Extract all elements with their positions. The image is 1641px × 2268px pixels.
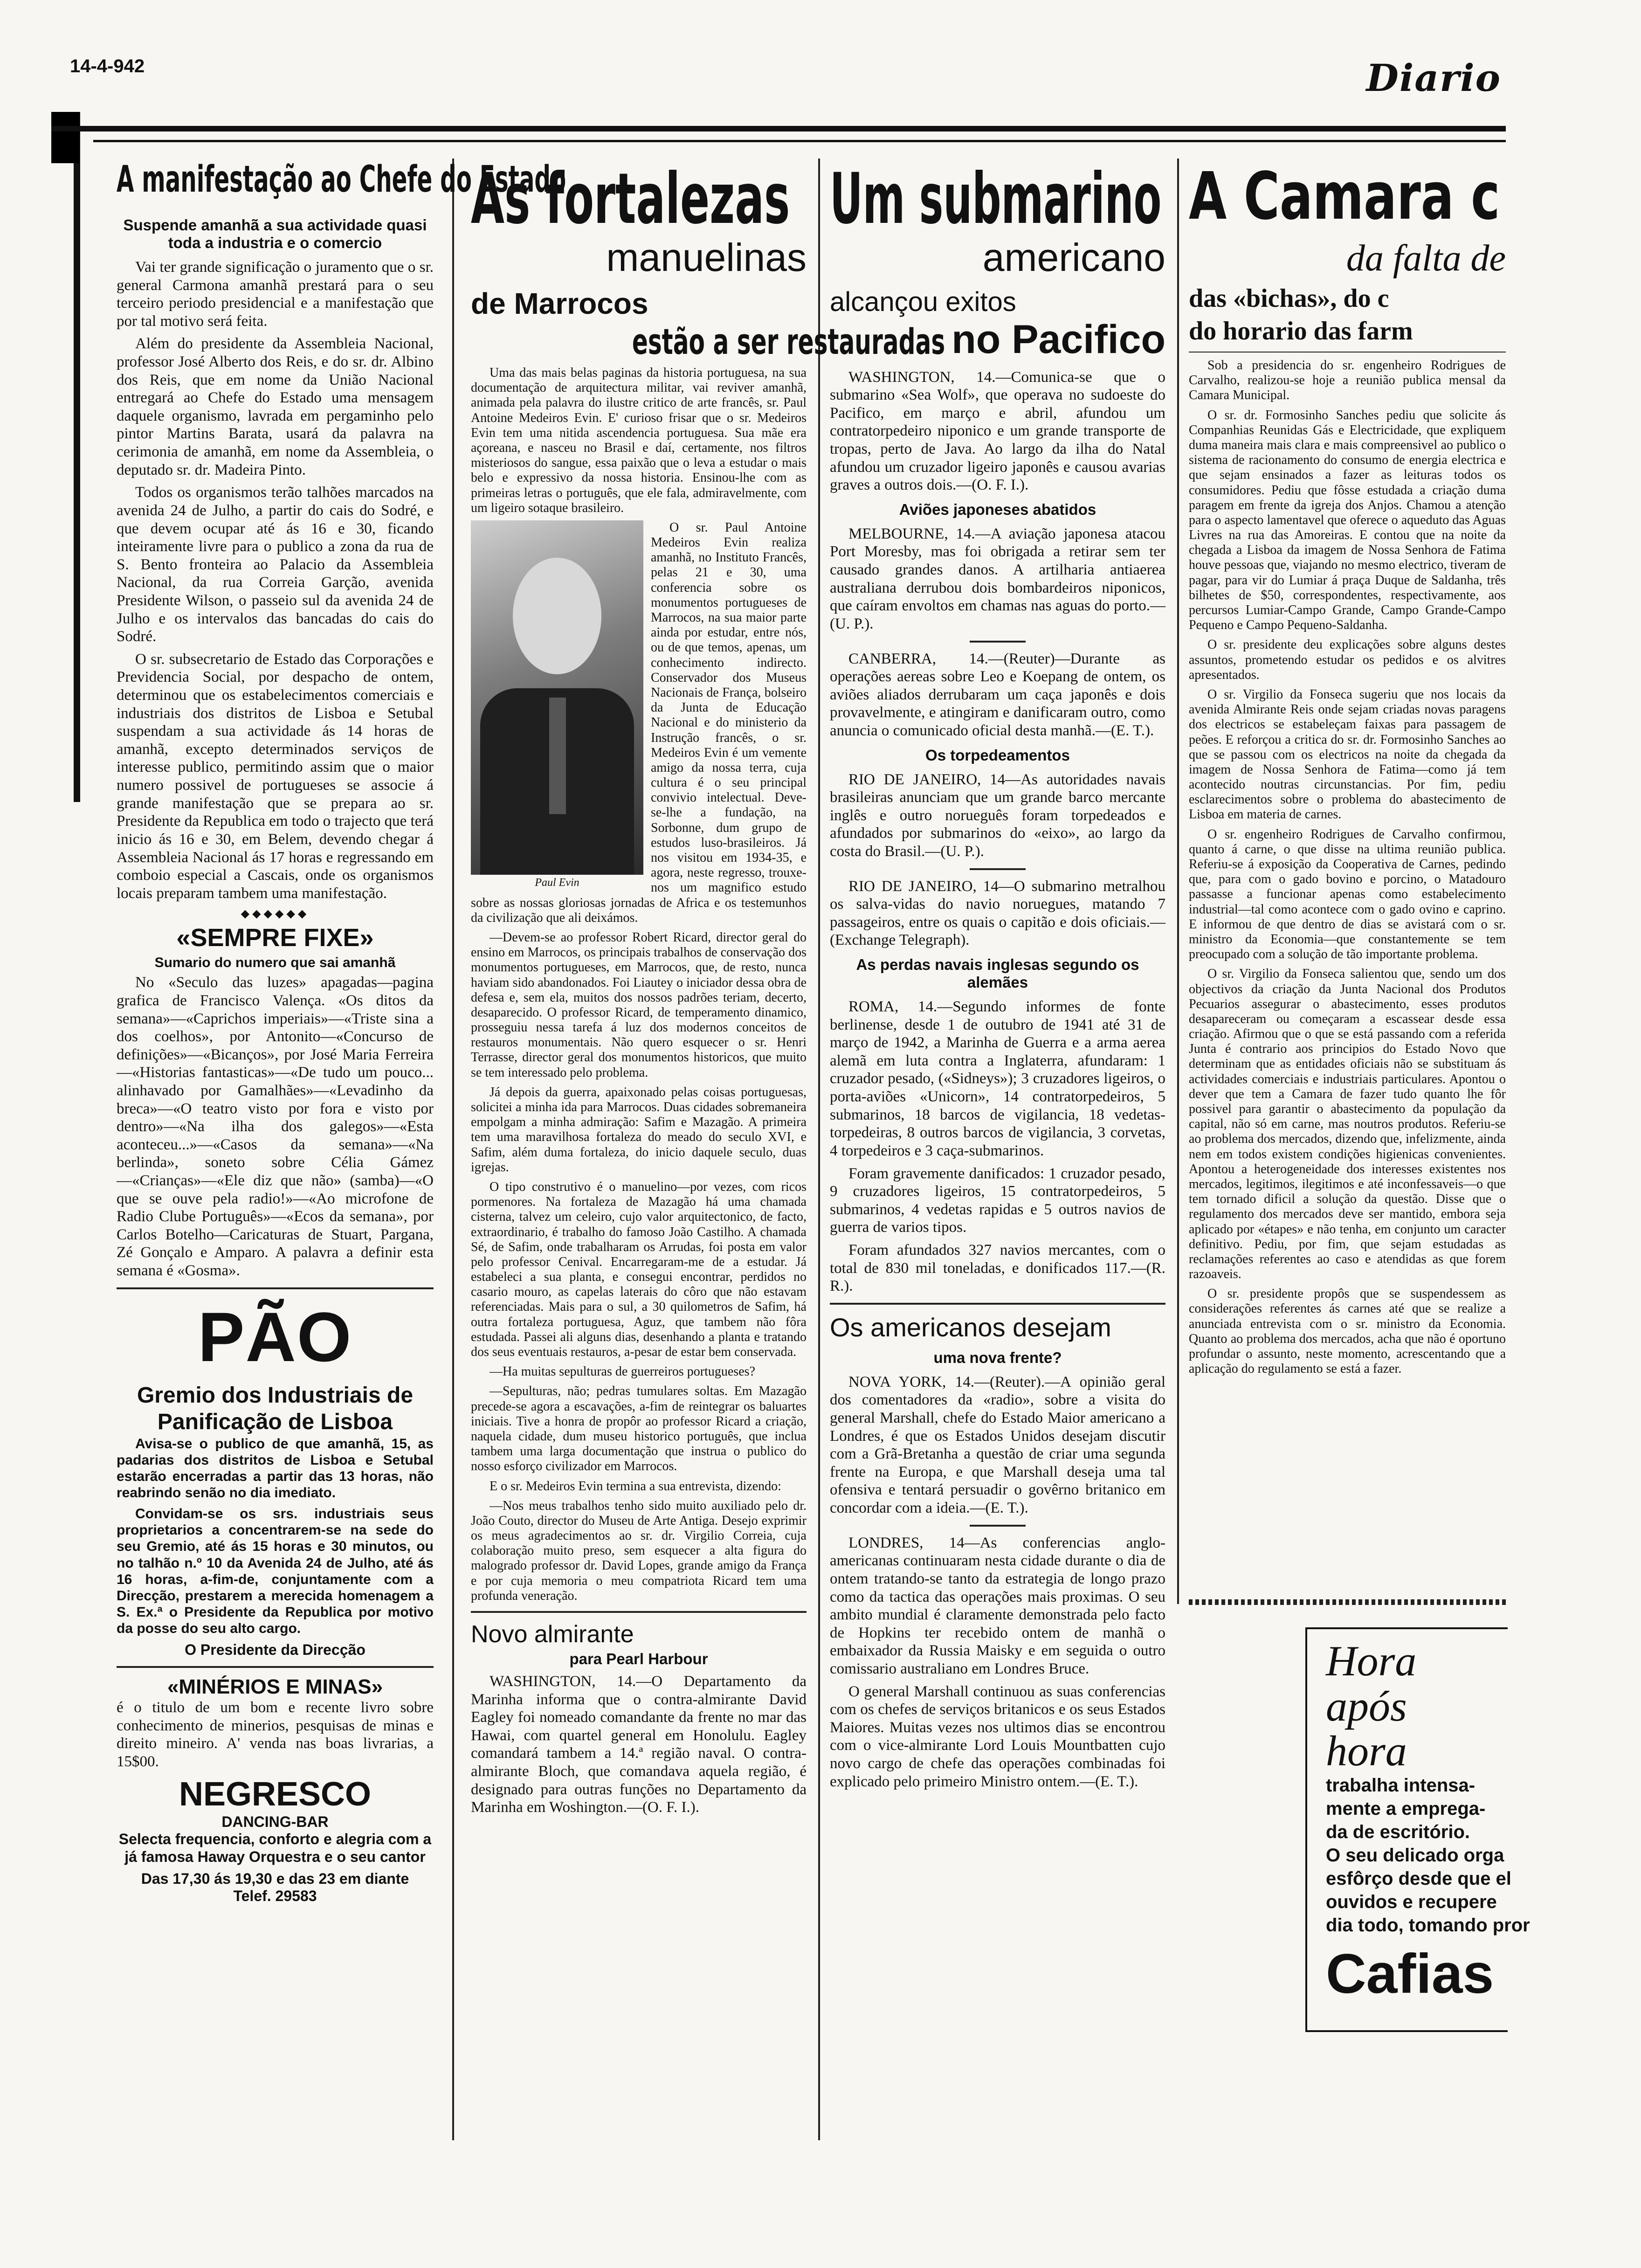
paragraph: E o sr. Medeiros Evin termina a sua entrevista, dizendo:: [490, 1479, 781, 1494]
deck-horario: do horario das farm: [1189, 317, 1413, 346]
portrait-face: [513, 558, 601, 674]
pao-title: PÃO: [198, 1297, 352, 1376]
paragraph: Vai ter grande significação o juramento que o sr. general Carmona amanhã prestará para o seu terceiro periodo presidencial e a manifestação que por tal motivo será feita.: [117, 259, 434, 330]
americanos-headline: Os americanos desejam: [830, 1312, 1111, 1342]
ad-script-line: após: [1326, 1682, 1407, 1730]
ad-text-line: trabalha intensa-: [1326, 1775, 1476, 1796]
cafias-advertisement: [1305, 1627, 1530, 2032]
negresco-title: NEGRESCO: [179, 1776, 372, 1813]
deck-pacifico: no Pacifico: [952, 317, 1165, 362]
paragraph: RIO DE JANEIRO, 14—O submarino metralhou os salva-vidas do navio noruegues, matando 7 passageiros, entre os quais o capitão e dois oficiais.—(Exchange Telegraph).: [830, 878, 1165, 949]
paragraph: O tipo construtivo é o manuelino—por vezes, com ricos pormenores. Na fortaleza de Mazagão há uma chamada cisterna, talvez um celeiro, cujo valor arquitectonico, de facto, extraordinario, é trabalho do famoso João Castilho. A chamada Sé, de Safim, onde trabalharam os Arrudas, foi posta em valor pelo professor Cenival. Encarregaram-me de a estudar. Já estabeleci a sua planta, e consegui encontrar, perdidos no casario mouro, as capelas laterais do côro que não estavam referenciadas. Mais para o sul, a 30 quilometros de Safim, há outra fortaleza portuguesa, Aguz, que tambem não fôra estudada. Passei ali alguns dias, desenhando a planta e tratando dos seus eventuais restauros, a-pesar de estar bem conservada.: [471, 1179, 807, 1359]
column-rule: [818, 159, 820, 2140]
portrait-photo: [471, 520, 643, 875]
section-subhead: As perdas navais inglesas segundo os alemães: [856, 956, 1139, 991]
deck-bichas: das «bichas», do c: [1189, 284, 1389, 313]
paragraph: RIO DE JANEIRO, 14—As autoridades navais brasileiras anunciam que um grande barco mercante inglês e outro norueguês foram torpedeados e afundados por submarinos do «eixo», ao largo da costa do Brasil.—(U. P.).: [830, 771, 1165, 860]
top-rule-thin: [93, 140, 1506, 142]
paragraph: O general Marshall continuou as suas conferencias com os chefes de serviços britanicos e os seus Estados Maiores. Muitas vezes nos ultimos dias se encontrou com o vice-almirante Lord Louis Mountbatten cujo novo cargo de chefe das operações combinadas foi explicado pelo primeiro Ministro ontem.—(E. T.).: [830, 1683, 1165, 1790]
paragraph: Foram afundados 327 navios mercantes, com o total de 830 mil toneladas, e donificados 117.—(R. R.).: [830, 1241, 1165, 1295]
section-subhead: Os torpedeamentos: [925, 746, 1070, 764]
deck-restauradas: estão a ser restauradas: [632, 321, 945, 362]
column-rule: [452, 159, 454, 2140]
issue-date: 14-4-942: [70, 56, 145, 76]
ad-text-line: mente a emprega-: [1326, 1798, 1486, 1819]
deck-americano: americano: [982, 235, 1165, 279]
pao-notice: Avisa-se o publico de que amanhã, 15, as padarias dos distritos de Lisboa e Setubal estarão encerradas a partir das 13 horas, não reabrindo senão no dia imediato.: [117, 1436, 434, 1501]
headline-manifestacao: A manifestação ao Chefe do Estado: [117, 159, 566, 201]
paragraph: O sr. Virgilio da Fonseca sugeriu que nos locais da avenida Almirante Reis onde sejam criadas novas paragens dos electricos se estabeleçam faixas para passagem de peões. E reforçou a critica do sr. dr. Formosinho Sanches ao que se passou com os electricos na noite da chegada da imagem de Nossa Senhora de Fatima—como já tem acontecido noutras circunstancias. Por fim, pediu esclarecimentos sobre o problema do abastecimento de Lisboa em materia de carnes.: [1189, 687, 1506, 822]
almirante-headline: Novo almirante: [471, 1621, 634, 1648]
column-3: [830, 159, 1165, 2164]
dot-separator: ◆◆◆◆◆◆: [241, 908, 310, 920]
americanos-subhead: uma nova frente?: [933, 1348, 1062, 1366]
negresco-subtitle: DANCING-BAR: [221, 1813, 329, 1831]
ad-brand: Cafias: [1326, 1942, 1494, 2005]
top-rule: [51, 126, 1506, 131]
paragraph: O sr. presidente propôs que se suspendessem as considerações referentes ás carnes até que se realize a anunciada entrevista com o sr. ministro da Economia. Quanto ao problema dos mercados, acha que não é oportuno profundar o assunto, neste momento, acrescentando que a aplicação do regulamento se está a fazer.: [1189, 1286, 1506, 1376]
paragraph: O sr. engenheiro Rodrigues de Carvalho confirmou, quanto á carne, o que disse na ultima reunião publica. Referiu-se á exposição da Cooperativa de Carnes, pedindo que, para com o gado bovino e porcino, o Matadouro passasse a funcionar apenas como estabelecimento industrial—tal como acontece com o gado ovino e caprino. E informou de que dentro de dias se avistará com o sr. ministro da Economia—que constantemente se tem preocupado com a solução de tão importante problema.: [1189, 827, 1506, 962]
ad-text-line: esfôrço desde que el: [1326, 1868, 1511, 1889]
paragraph: O sr. subsecretario de Estado das Corporações e Previdencia Social, por despacho de ontem, determinou que os estabelecimentos comerciais e industriais dos distritos de Lisboa e Setubal suspendam a sua actividade ás 14 horas de amanhã, excepto determinados serviços de interesse publico, permitindo assim que o maior numero possivel de portugueses se associe á grande manifestação que se prepara ao sr. Presidente da Republica em todo o trajecto que terá inicio ás 16 e 30, em Belem, devendo chegar á Assembleia Nacional ás 17 horas e regressando em comboio especial a Cascais, onde os organismos locais preparam tambem uma manifestação.: [117, 650, 434, 902]
column-4: [1189, 159, 1506, 1651]
side-bar: [74, 112, 80, 802]
masthead: Diario: [1366, 56, 1501, 100]
negresco-telephone: Telef. 29583: [233, 1888, 317, 1905]
paragraph: —Sepulturas, não; pedras tumulares soltas. Em Mazagão precede-se agora a escavações, a-fim de reintegrar os baluartes iniciais. Tive a honra de propôr ao professor Ricard a criação, naquela cidade, dum museu historico português, que inclua tambem uma larga documentação que instrua o publico do nosso esforço civilizador em Marrocos.: [471, 1384, 807, 1474]
photo-caption: Paul Evin: [535, 876, 579, 889]
portrait-tie: [549, 698, 566, 814]
paragraph: O sr. presidente deu explicações sobre alguns destes assuntos, prometendo estudar os pedidos e os alvitres apresentados.: [1189, 637, 1506, 682]
almirante-subhead: para Pearl Harbour: [569, 1650, 708, 1667]
paragraph: LONDRES, 14—As conferencias anglo-americanas continuaram nesta cidade durante o dia de ontem tratando-se tanto da estrategia de longo prazo como da tactica das operações mais proximas. O seu ambito mundial é claramente demonstrada pelo facto de Hopkins ter recebido ontem de manhã o embaixador da Russia Maisky e em seguida o outro comissario australiano em Londres Bruce.: [830, 1534, 1165, 1677]
sempre-fixe-body: No «Seculo das luzes» apagadas—pagina grafica de Francisco Valença. «Os ditos da semana»—«Caprichos imperiais»—«Triste sina a dos coelhos», por Antonito—«Concurso de definições»—«Bicanços», por José Maria Ferreira—«Historias fantasticas»—«De tudo um pouco... alinhavado por Gamalhães»—«Levadinho da breca»—«O teatro visto por fora e visto por dentro»—«Na ilha dos galegos»—«Esta aconteceu...»—«Casos da semana»—«Na berlinda», soneto sobre Célia Gámez—«Crianças»—«Ele diz que não» (samba)—«O que se ouve pela radio!»—«Ao microfone de Radio Clube Português»—«Ecos da semana», por Carlos Botelho—Caricaturas de Stuart, Pargana, Zé Gonçalo e Amparo. A palavra a definir esta semana é «Gosma».: [117, 974, 434, 1279]
paragraph: WASHINGTON, 14.—Comunica-se que o submarino «Sea Wolf», que operava no sudoeste do Pacifico, em março e abril, afundou um contratorpedeiro niponico e um grande transporte de tropas, perto de Java. Ao largo da ilha do Natal afundou um cruzador ligeiro japonês e causou avarias graves a outros dois.—(O. F. I.).: [830, 368, 1165, 494]
deck-falta: da falta de: [1346, 238, 1506, 279]
paragraph: —Ha muitas sepulturas de guerreiros portugueses?: [490, 1364, 755, 1379]
headline-submarino: Um submarino: [830, 159, 1162, 240]
deck-manuelinas: manuelinas: [606, 235, 807, 279]
deck-marrocos: de Marrocos: [471, 287, 648, 320]
paragraph: NOVA YORK, 14.—(Reuter).—A opinião geral dos comentadores da «radio», sobre a visita do general Marshall, chefe do Estado Maior americano a Londres, é que os Estados Unidos desejam discutir com a Grã-Bretanha a questão de criar uma segunda frente na Europa, e que Marshall deseja uma tal ofensiva e tentará persuadir o govêrno britanico em concordar com a ideia.—(E. T.).: [830, 1373, 1165, 1517]
minerios-title: «MINÉRIOS E MINAS»: [167, 1675, 383, 1698]
paragraph: O sr. dr. Formosinho Sanches pediu que solicite ás Companhias Reunidas Gás e Electricidade, que expliquem duma maneira mais clara e mais compreensivel ao publico o sistema de racionamento do consumo de energia electrica e que sejam ensinados a fazer as leituras todos os consumidores. Pediu que fôsse estudada a criação duma paragem em frente da igreja dos Anjos. Chamou a atenção para o aspecto lamentavel que oferece o aqueduto das Aguas Livres na rua das Amoreiras. E contou que na noite da chegada a Lisboa da imagem de Nossa Senhora de Fatima houve pessoas que, viajando no mesmo electrico, tiveram de pagar, para vir do Lumiar á praça Duque de Saldanha, três bilhetes de $50, correspondentes, respectivamente, aos percursos Lumiar-Campo Grande, Campo Grande-Campo Pequeno e Campo Pequeno-Saldanha.: [1189, 408, 1506, 633]
short-divider: [970, 868, 1026, 870]
deck-exitos: alcançou exitos: [830, 287, 1016, 317]
ad-script-line: hora: [1326, 1727, 1407, 1775]
paragraph: Sob a presidencia do sr. engenheiro Rodrigues de Carvalho, realizou-se hoje a reunião publica mensal da Camara Municipal.: [1189, 358, 1506, 403]
paragraph: Já depois da guerra, apaixonado pelas coisas portuguesas, solicitei a minha ida para Marrocos. Duas cidades sobremaneira empolgam a minha admiração: Safim e Mazagão. A primeira tem uma maravilhosa fortaleza do meado do seculo XVI, e Safim, além duma fortaleza, do inicio daquele seculo, duas igrejas.: [471, 1085, 807, 1175]
divider: [471, 1611, 807, 1613]
negresco-hours: Das 17,30 ás 19,30 e das 23 em diante: [141, 1870, 409, 1888]
deck-underline: [1189, 352, 1506, 353]
paragraph: Uma das mais belas paginas da historia portuguesa, na sua documentação de arquitectura militar, vai reviver amanhã, animada pela palavra do ilustre critico de arte francês, sr. Paul Antoine Medeiros Evin. E' curioso frisar que o sr. Medeiros Evin tem uma nitida ascendencia portuguesa. Sua mãe era açoreana, e nasceu no Brasil e daí, certamente, nos filtros misteriosos do sangue, essa paixão que o leva a estudar o mais belo e expressivo da nossa historia. Ensinou-lhe com as primeiras letras o português, que ele fala, admiravelmente, com um ligeiro sotaque brasileiro.: [471, 366, 807, 515]
headline-camara: A Camara c: [1189, 159, 1500, 235]
divider: [117, 1666, 434, 1668]
subhead-manifestacao: Suspende amanhã a sua actividade quasi toda a industria e o comercio: [123, 216, 427, 251]
ad-text-line: O seu delicado orga: [1326, 1845, 1504, 1866]
pao-signature: O Presidente da Direcção: [185, 1641, 365, 1658]
paragraph: O sr. Virgilio da Fonseca salientou que, sendo um dos objectivos da criação da Junta Nacional dos Produtos Pecuarios assegurar o abastecimento, esses produtos desapareceram ou começaram a escassear desde essa criação. Afirmou que o que se está passando com a referida Junta é contrario aos principios do Estado Novo que determinam que as entidades oficiais não se substituam ás actividades comerciais e industriais particulares. Apontou o dever que tem a Camara de fazer tudo quanto lhe fôr possivel para garantir o abastecimento da população da capital, não só em carne, mas noutros produtos. Referiu-se ao problema dos mercados, dizendo que, infelizmente, ainda nem em todos existem condições higienicas convenientes. Apontou a heterogeneidade dos interesses existentes nos mercados, legitimos, ilegitimos e até inconfessaveis—o que tem tornado dificil a solução da questão. Disse que o regulamento dos mercados deve ser mantido, embora seja aplicado por «étapes» e não tenha, em conjunto um caracter definitivo. Pediu, por fim, que sejam estudadas as reclamações referentes ao caso e atendidas as que forem razoaveis.: [1189, 967, 1506, 1282]
paragraph: ROMA, 14.—Segundo informes de fonte berlinense, desde 1 de outubro de 1941 até 31 de março de 1942, a Marinha de Guerra e a arma aerea alemã em luta contra a Inglaterra, afundaram: 1 cruzador pesado, («Sidneys»); 3 cruzadores ligeiros, o porta-aviões «Unicorn», 14 contratorpedeiros, 5 submarinos, 18 barcos de vigilancia, 18 vedetas-torpedeiras, 8 outros barcos de vigilancia, 3 corvetas, 4 torpedeiros e 3 caça-submarinos.: [830, 998, 1165, 1159]
ad-text-line: ouvidos e recupere: [1326, 1891, 1497, 1912]
almirante-body: WASHINGTON, 14.—O Departamento da Marinha informa que o contra-almirante David Eagley foi nomeado comandante da frente no mar das Hawai, com quartel general em Honolulu. Eagley comandará tambem a 14.ª região naval. O contra-almirante Bloch, que comandava aquela região, é designado para outras funções no Departamento da Marinha em Woshington.—(O. F. I.).: [471, 1673, 807, 1816]
sempre-fixe-title: «SEMPRE FIXE»: [176, 924, 374, 952]
short-divider: [970, 1525, 1026, 1527]
sempre-fixe-subtitle: Sumario do numero que sai amanhã: [154, 955, 396, 971]
side-bar-block: [51, 112, 79, 163]
paragraph: CANBERRA, 14.—(Reuter)—Durante as operações aereas sobre Leo e Koepang de ontem, os aviões aliados derrubaram um caça japonês e dois provavelmente, e atingiram e danificaram outro, como anuncia o comunicado oficial desta manhã.—(E. T.).: [830, 650, 1165, 739]
pao-notice: Convidam-se os srs. industriais seus proprietarios a concentrarem-se na sede do seu Gremio, até ás 15 horas e 30 minutos, ou no talhão n.º 10 da Avenida 24 de Julho, até ás 16 horas, a-fim-de, conjuntamente com a Direcção, prestarem a merecida homenagem a S. Ex.ª o Presidente da Republica por motivo da posse do seu alto cargo.: [117, 1506, 434, 1636]
paragraph: Foram gravemente danificados: 1 cruzador pesado, 9 cruzadores ligeiros, 15 contratorpedeiros, 5 submarinos, 4 vedetas rapidas e 5 outros navios de guerra de varios tipos.: [830, 1165, 1165, 1236]
negresco-body: Selecta frequencia, conforto e alegria com a já famosa Haway Orquestra e o seu cantor: [118, 1831, 432, 1865]
headline-fortalezas: As fortalezas: [471, 159, 790, 240]
paragraph: —Nos meus trabalhos tenho sido muito auxiliado pelo dr. João Couto, director do Museu de Arte Antiga. Desejo exprimir os meus agradecimentos ao sr. dr. Virgilio Correia, cuja colaboração muito preso, sem esquecer a alta figura do malogrado professor dr. David Lopes, grande amigo da França e por cuja memoria o meu compatriota Ricard tem uma profunda veneração.: [471, 1498, 807, 1603]
column-rule: [1177, 159, 1179, 1604]
minerios-body: é o titulo de um bom e recente livro sobre conhecimento de minerios, pesquisas de minas e direito mineiro. A' venda nas boas livrarias, a 15$00.: [117, 1699, 434, 1770]
ad-script-line: Hora: [1326, 1637, 1417, 1685]
paragraph: —Devem-se ao professor Robert Ricard, director geral do ensino em Marrocos, os principais trabalhos de conservação dos monumentos portugueses, em Marrocos, que, de resto, nunca haviam sido abandonados. Foi Liautey o iniciador dessa obra de defesa e, sem ela, muitos dos nossos padrões teriam, decerto, desaparecido. O professor Ricard, de temperamento dinamico, prosseguiu nessa tarefa á luz dos modernos conceitos de restauros monumentais. Não quero esquecer o sr. Henri Terrasse, director geral dos monumentos historicos, que muito se tem interessado pelo problema.: [471, 930, 807, 1080]
divider: [117, 1287, 434, 1289]
short-divider: [970, 641, 1026, 643]
section-subhead: Aviões japoneses abatidos: [899, 500, 1096, 518]
paragraph: Todos os organismos terão talhões marcados na avenida 24 de Julho, a partir do cais do Sodré, e que devem ocupar até ás 16 e 30, ficando inteiramente livre para o publico a zona da rua de S. Bento fronteira ao Palacio da Assembleia Nacional, da rua Correia Garção, avenida Presidente Wilson, o passeio sul da avenida 24 de Julho e os intervalos das bancadas do cais do Sodré.: [117, 484, 434, 645]
ad-text-line: da de escritório.: [1326, 1821, 1470, 1842]
dotted-rule: [1189, 1599, 1506, 1605]
pao-organization: Gremio dos Industriais de Panificação de Lisboa: [137, 1383, 414, 1435]
paragraph: Além do presidente da Assembleia Nacional, professor José Alberto dos Reis, e do sr. dr. Albino dos Reis, que em nome da União Nacional entregará ao Chefe do Estado uma mensagem daquele organismo, lavrada em pergaminho pelo pintor Martins Barata, usará da palavra na cerimonia de amanhã, em nome da Assembleia, o deputado sr. dr. Madeira Pinto.: [117, 335, 434, 478]
ad-text-line: dia todo, tomando pror: [1326, 1915, 1530, 1936]
paragraph: O sr. Paul Antoine Medeiros Evin realiza amanhã, no Instituto Francês, pelas 21 e 30, uma conferencia sobre os monumentos portugueses de Marrocos, na sua maior parte ainda por estudar, entre nós, ou de que temos, apenas, um conhecimento indirecto. Conservador dos Museus Nacionais de França, bolseiro da Junta de Educação Nacional e do ministerio da Instrução francês, o sr. Medeiros Evin é um vemente amigo da nossa terra, cuja cultura é o seu principal convivio intelectual. Deve-se-lhe a fundação, na Sorbonne, dum grupo de estudos luso-brasileiros. Já nos visitou em 1934-35, e agora, neste regresso, trouxe-nos um magnifico estudo sobre as nossas gloriosas jornadas de Africa e os testemunhos da civilização que ali deixámos.: [471, 520, 807, 925]
divider: [830, 1303, 1165, 1305]
paragraph: MELBOURNE, 14.—A aviação japonesa atacou Port Moresby, mas foi obrigada a retirar sem ter causado grandes danos. A artilharia antiaerea australiana derrubou dois bombardeiros niponicos, que caíram envoltos em chamas nas aguas do porto.—(U. P.).: [830, 525, 1165, 632]
